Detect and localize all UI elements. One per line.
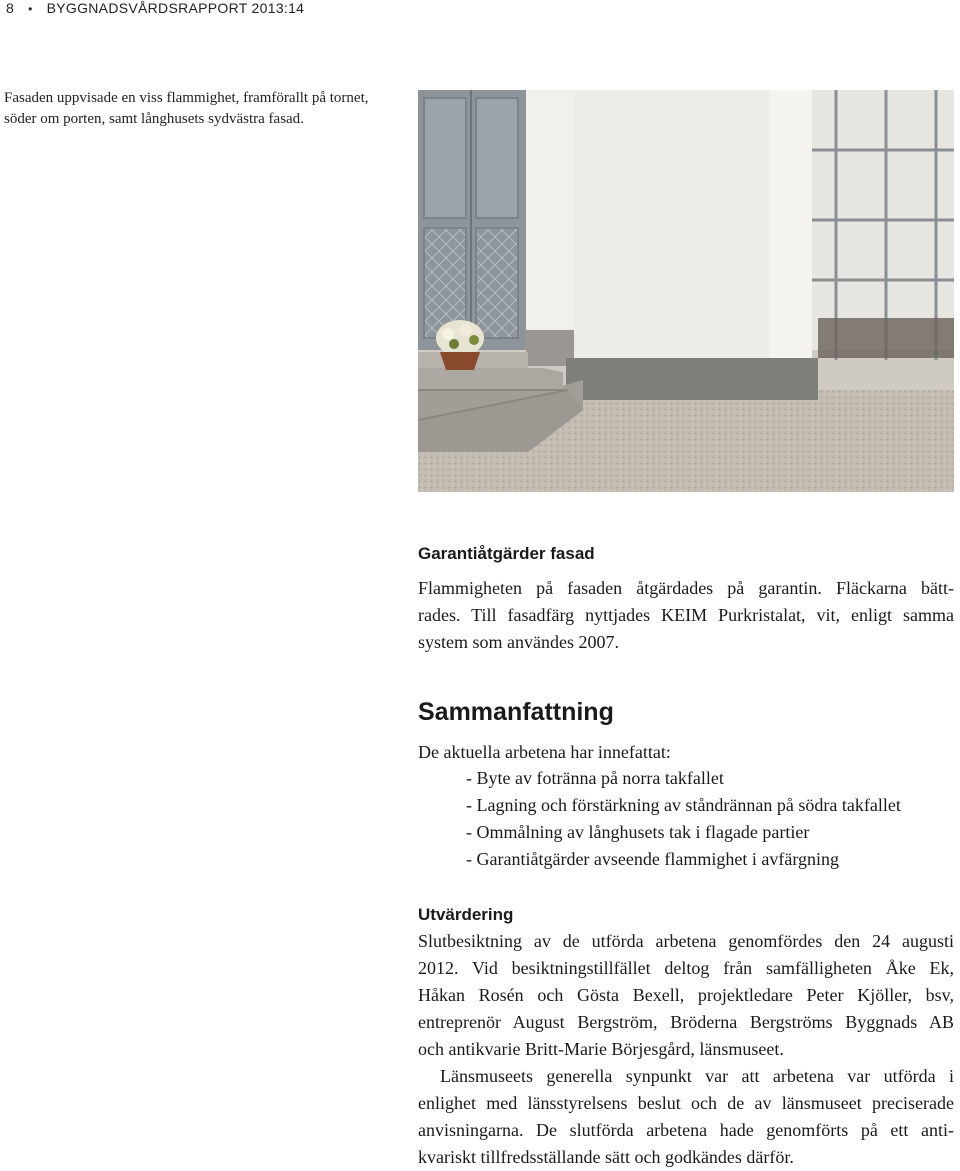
summary-intro	[418, 739, 954, 766]
eval-line-1: Slutbesiktning av de utförda arbetena genomfördes den 24 augusti	[418, 931, 954, 951]
page-number: 8	[6, 0, 15, 16]
facade-photo-illustration	[418, 90, 954, 492]
eval-line-4: entreprenör August Bergström, Bröderna Bergströms Byggnads AB	[418, 1012, 954, 1032]
facade-photo	[418, 90, 954, 492]
eval-line-9: kvariskt tillfredsställande sätt och godkändes därför.	[418, 1147, 794, 1167]
list-item: - Byte av fotränna på norra takfallet	[466, 768, 724, 788]
heading-utvardering: Utvärdering	[418, 905, 514, 924]
list-item: - Garantiåtgärder avseende flammighet i avfärgning	[466, 849, 840, 869]
list-item: - Lagning och förstärkning av ståndrännan på södra takfallet	[466, 795, 901, 815]
eval-line-6: Länsmuseets generella synpunkt var att arbetena var utförda i	[440, 1066, 954, 1086]
garanti-line-1: Flammigheten på fasaden åtgärdades på garantin. Fläckarna bätt-	[418, 578, 954, 598]
heading-garanti: Garantiåtgärder fasad	[418, 544, 595, 563]
report-title: BYGGNADSVÅRDSRAPPORT 2013:14	[46, 0, 305, 16]
eval-line-7: enlighet med länsstyrelsens beslut och de av länsmuseet preciserade	[418, 1093, 954, 1113]
header-bullet: •	[28, 2, 33, 16]
eval-line-3: Håkan Rosén och Gösta Bexell, projektledare Peter Kjöller, bsv,	[418, 985, 954, 1005]
summary-intro-text: De aktuella arbetena har innefattat:	[418, 742, 671, 762]
paragraph-utvardering	[418, 928, 954, 1171]
eval-line-8: anvisningarna. De slutförda arbetena hade genomförts på ett anti-	[418, 1120, 954, 1140]
list-item: - Ommålning av långhusets tak i flagade partier	[466, 822, 810, 842]
photo-caption: Fasaden uppvisade en viss flammighet, framförallt på tornet, söder om porten, samt långhusets sydvästra fasad.	[4, 90, 369, 127]
eval-line-5: och antikvarie Britt-Marie Börjesgård, länsmuseet.	[418, 1039, 784, 1059]
eval-line-2: 2012. Vid besiktningstillfället deltog från samfälligheten Åke Ek,	[418, 958, 954, 978]
flower-pot	[440, 352, 480, 370]
page-header	[6, 0, 304, 16]
paragraph-garanti	[418, 575, 954, 656]
garanti-line-3: system som användes 2007.	[418, 632, 619, 652]
summary-list	[466, 765, 901, 873]
garanti-line-2: rades. Till fasadfärg nyttjades KEIM Purkristalat, vit, enligt samma	[418, 605, 954, 625]
heading-sammanfattning: Sammanfattning	[418, 698, 614, 726]
